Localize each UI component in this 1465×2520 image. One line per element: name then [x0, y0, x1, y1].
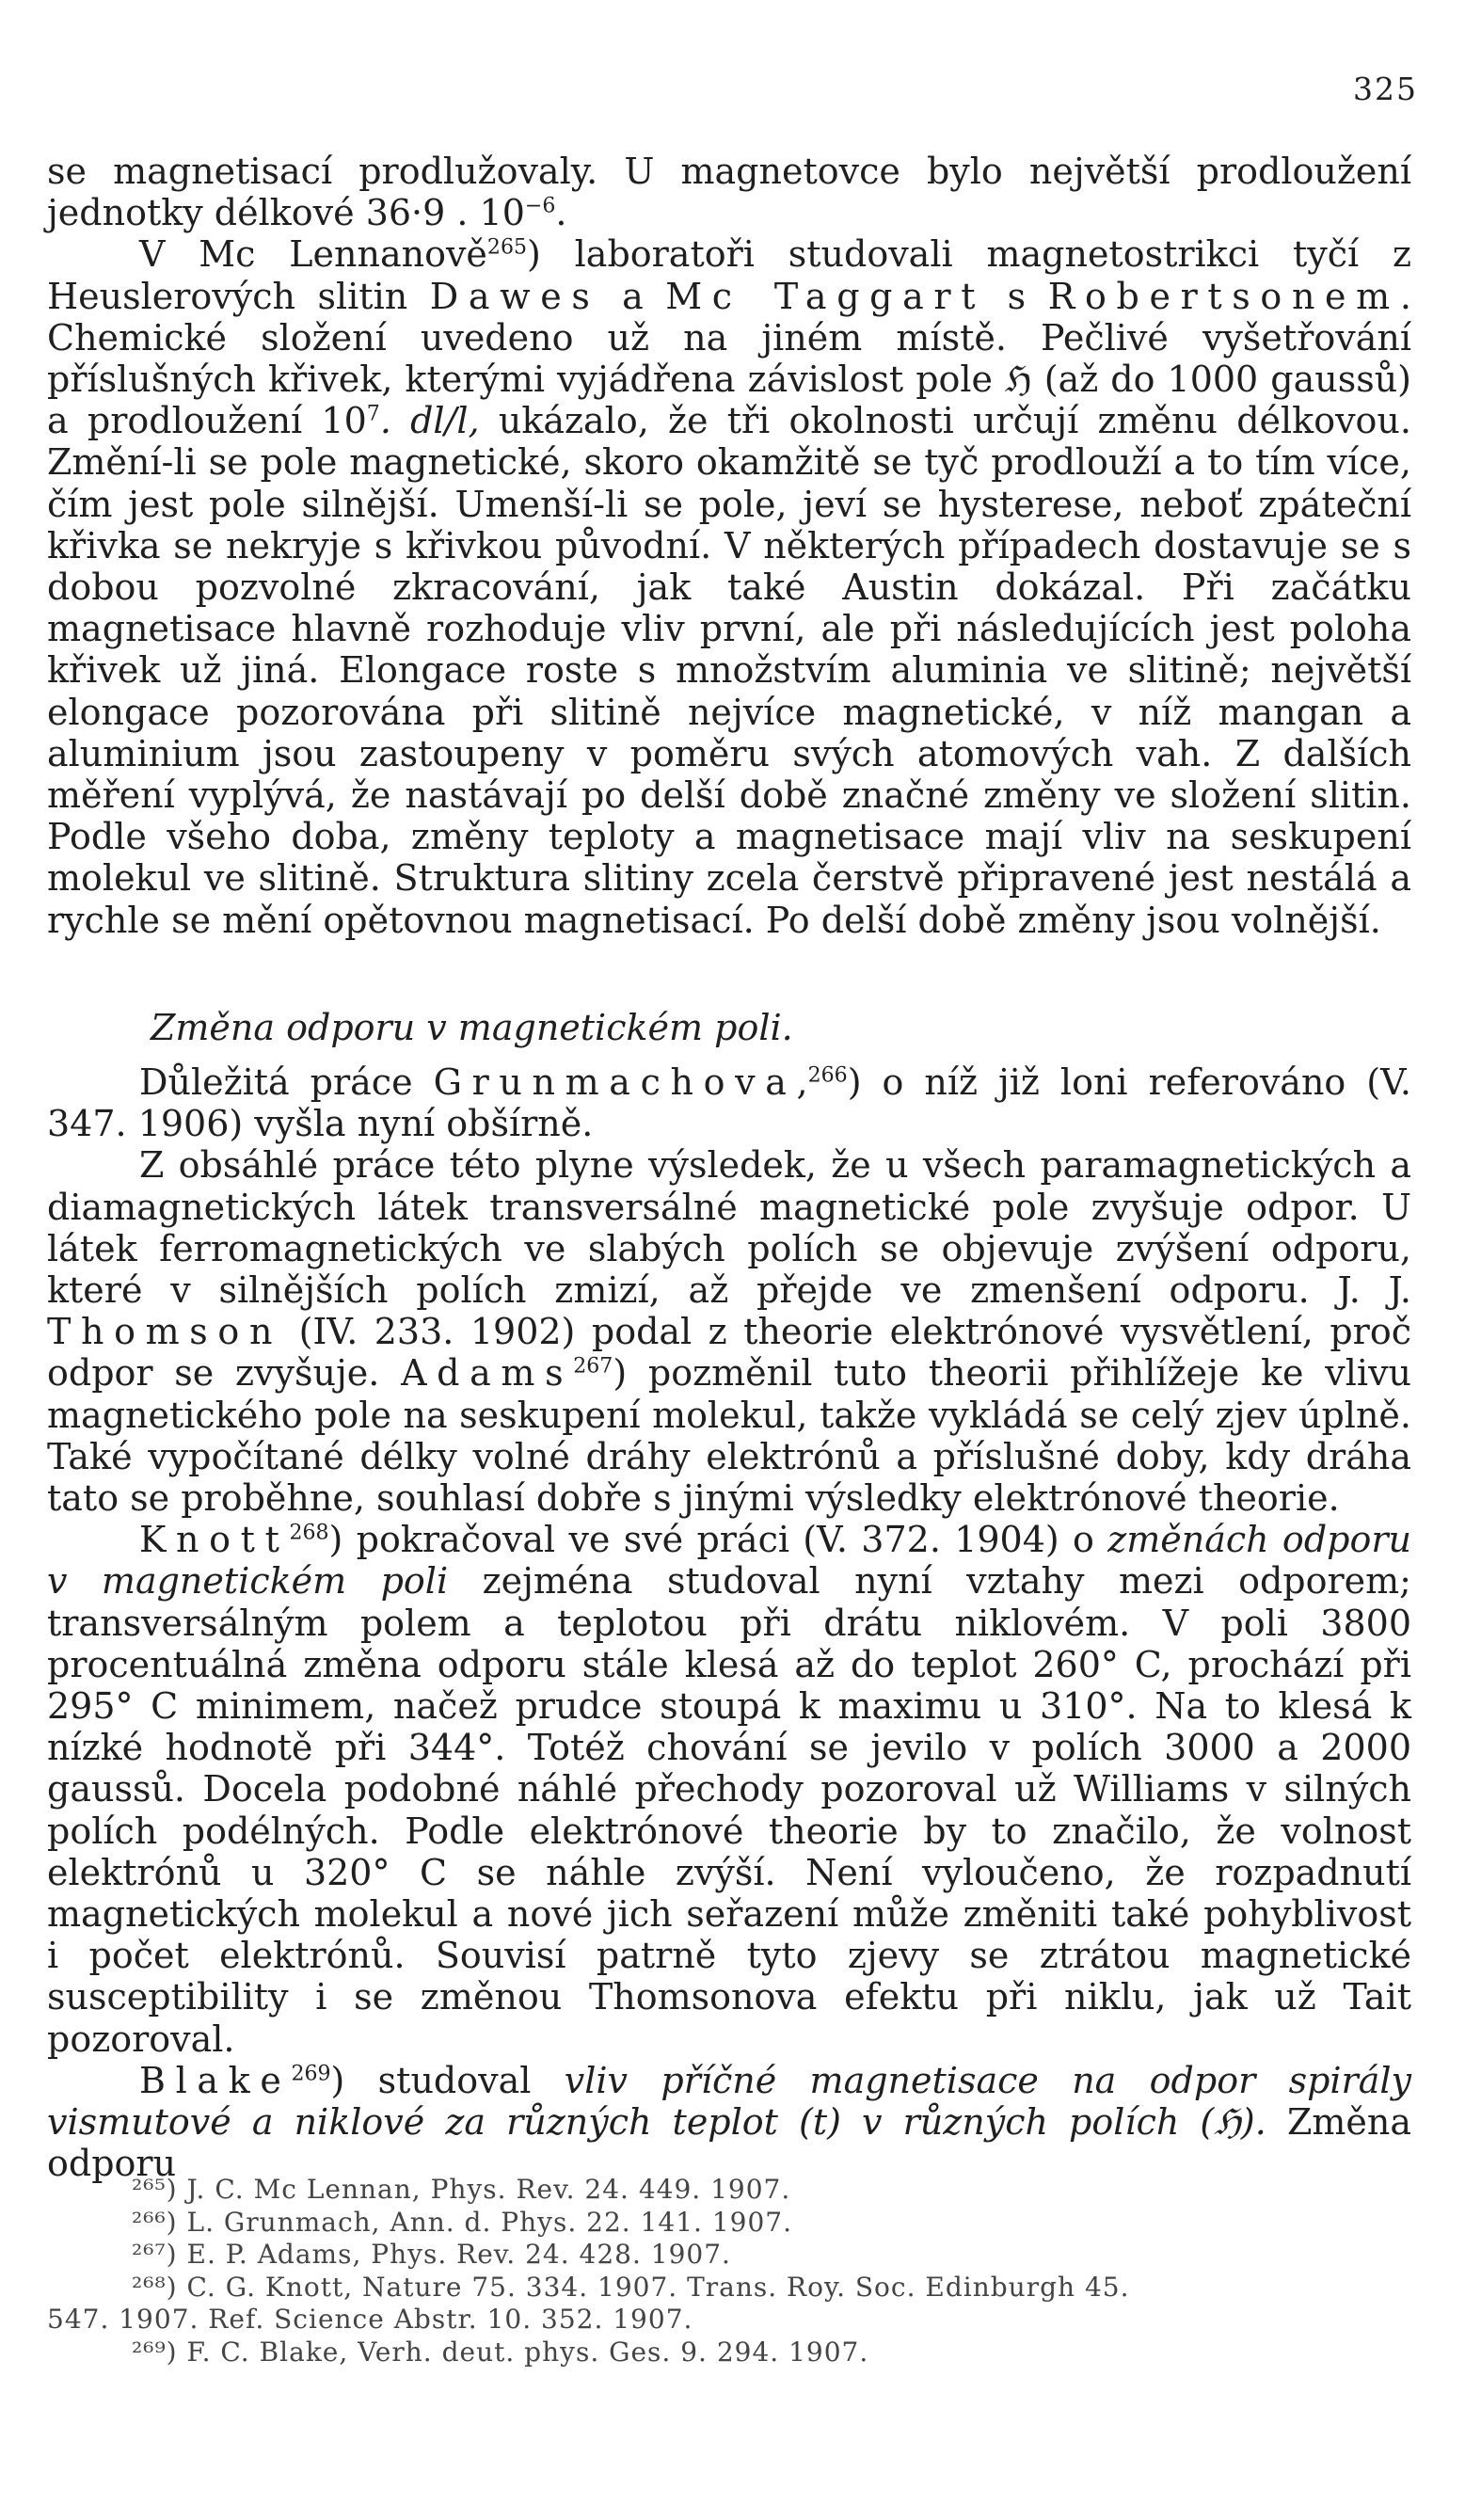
exponent: −6 [524, 194, 556, 218]
italic-formula: . dl/l, [379, 400, 480, 442]
text-run: Z obsáhlé práce této plyne výsledek, že u všech paramagnetických a diamagnetických látek transversálné magnetické pole zvyšuje odpor. U látek ferromagnetických ve slabých polích se objevuje zvýšení odporu, které v silnějších polích zmizí, až přejde ve zmenšení odporu. J. J. [47, 1144, 1411, 1312]
paragraph-mc-lennan [47, 233, 1411, 940]
footnote-ref: 265 [486, 235, 527, 260]
text-run: ) pokračoval ve své práci (V. 372. 1904) o [328, 1519, 1094, 1561]
author-name: Knott [139, 1519, 290, 1561]
section-heading: Změna odporu v magnetickém poli. [151, 1007, 793, 1048]
footnote-ref: 266 [807, 1063, 848, 1088]
italic-title: změnách odporu v magnetickém poli [47, 1519, 1411, 1603]
text-run: ) o níž již loni referováno (V. 347. 1906) vyšla nyní obšírně. [47, 1061, 1411, 1145]
paragraph-grunmach: Důležitá práce Grunmachova,$^{266}$) o níž již loni referováno (V. 347. 1906) vyšla nyní obšírně. [47, 1061, 1411, 1145]
text-run: Důležitá práce [139, 1061, 413, 1103]
author-name: Blake [139, 2059, 292, 2101]
author-name: Mc Taggart [665, 275, 986, 317]
footnote-268-continued: 547. 1907. Ref. Science Abstr. 10. 352. 1907. [47, 2304, 693, 2335]
footnotes [47, 2174, 1411, 2368]
text-run: zejména studoval nyní vztahy mezi odporem; transversálným polem a teplotou při drátu niklovém. V poli 3800 procentuálná změna odporu stále klesá až do teplot 260° C, prochází při 295° C minimem, načež prudce stoupá k maximu u 310°. Na to klesá k nízké hodnotě při 344°. Totéž chování se jevilo v polích 3000 a 2000 gaussů. Docela podobné náhlé přechody pozoroval už Williams v silných polích podélných. Podle elektrónové theorie by to značilo, že volnost elektrónů u 320° C se náhle zvýší. Není vyloučeno, že rozpadnutí magnetických molekul a nové jich seřazení může změniti také pohyblivost i počet elektrónů. Souvisí patrně tyto zjevy se ztrátou magnetické susceptibility i se změnou Thomsonova efektu při niklu, jak už Tait pozoroval. [47, 1560, 1411, 2060]
text-run: s [1007, 275, 1027, 317]
text-run: V Mc Lennanově [139, 233, 487, 276]
italic-title: vliv příčné magnetisace na odpor spirály vismutové a niklové za různých teplot (t) v různých polích (ℌ). [47, 2059, 1411, 2144]
text-run: ) laboratoři studovali magnetostrikci tyčí z Heuslerových slitin [47, 233, 1411, 317]
footnote-ref: 267 [573, 1354, 613, 1379]
text-run: Změna odporu [47, 2101, 1411, 2185]
body-text-upper [47, 151, 1411, 941]
footnote-ref: 268 [289, 1521, 329, 1545]
paragraph-magnetovce [47, 151, 1411, 233]
footnote-ref: 269 [291, 2062, 331, 2086]
footnote-266: ²⁶⁶) L. Grunmach, Ann. d. Phys. 22. 141. 1907. [132, 2206, 792, 2238]
text-run: se magnetisací prodlužovaly. U magnetovce bylo největší prodloužení jednotky délkové 36·9 . 10 [47, 151, 1411, 234]
text-run: a [622, 275, 644, 317]
paragraph-knott [47, 1519, 1411, 2060]
footnote-269: ²⁶⁹) F. C. Blake, Verh. deut. phys. Ges. 9. 294. 1907. [132, 2336, 869, 2368]
author-name: Dawes [429, 275, 600, 317]
author-name: Robertsonem [1047, 275, 1400, 317]
footnote-265: ²⁶⁵) J. C. Mc Lennan, Phys. Rev. 24. 449. 1907. [132, 2174, 791, 2205]
text-run: ) pozměnil tuto theorii přihlížeje ke vlivu magnetického pole na seskupení molekul, takže vykládá se celý zjev úplně. Také vypočítané délky volné dráhy elektrónů a příslušné doby, kdy dráha tato se proběhne, souhlasí dobře s jinými výsledky elektrónové theorie. [47, 1352, 1412, 1520]
paragraph-blake [47, 2060, 1411, 2185]
author-name: Adams [401, 1352, 574, 1395]
author-name: Thomson [47, 1311, 283, 1353]
text-run: ukázalo, že tři okolnosti určují změnu délkovou. Změní-li se pole magnetické, skoro okamžitě se tyč prodlouží a to tím více, čím jest pole silnější. Umenší-li se pole, jeví se hysterese, neboť zpáteční křivka se nekryje s křivkou původní. V některých případech dostavuje se s dobou pozvolné zkracování, jak také Austin dokázal. Při začátku magnetisace hlavně rozhoduje vliv první, ale při následujících jest poloha křivek už jiná. Elongace roste s množstvím aluminia ve slitině; největší elongace pozorována při slitině nejvíce magnetické, v níž mangan a aluminium jsou zastoupeny v poměru svých atomových vah. Z dalších měření vyplývá, že nastávají po delší době značné změny ve složení slitin. Podle všeho doba, změny teploty a magnetisace mají vliv na seskupení molekul ve slitině. Struktura slitiny zcela čerstvě připravené jest nestálá a rychle se mění opětovnou magnetisací. Po delší době změny jsou volnější. [47, 400, 1411, 941]
footnote-268: ²⁶⁸) C. G. Knott, Nature 75. 334. 1907. Trans. Roy. Soc. Edinburgh 45. [132, 2271, 1130, 2303]
page-number: 325 [1353, 71, 1418, 107]
exponent: 7 [366, 402, 380, 426]
text-run: ) studoval [330, 2059, 532, 2101]
paragraph-results [47, 1144, 1411, 1519]
text-run: . Chemické složení uvedeno už na jiném místě. Pečlivé vyšetřování příslušných křivek, kterými vyjádřena závislost pole ℌ (až do 1000 gaussů) a prodloužení 10 [47, 275, 1411, 442]
footnote-267: ²⁶⁷) E. P. Adams, Phys. Rev. 24. 428. 1907. [132, 2239, 731, 2270]
text-run: . [555, 192, 567, 234]
body-text-lower [47, 1061, 1411, 2184]
author-name: Grunmachova [433, 1061, 797, 1103]
text-run: (IV. 233. 1902) podal z theorie elektrónové vysvětlení, proč odpor se zvyšuje. [47, 1311, 1411, 1395]
